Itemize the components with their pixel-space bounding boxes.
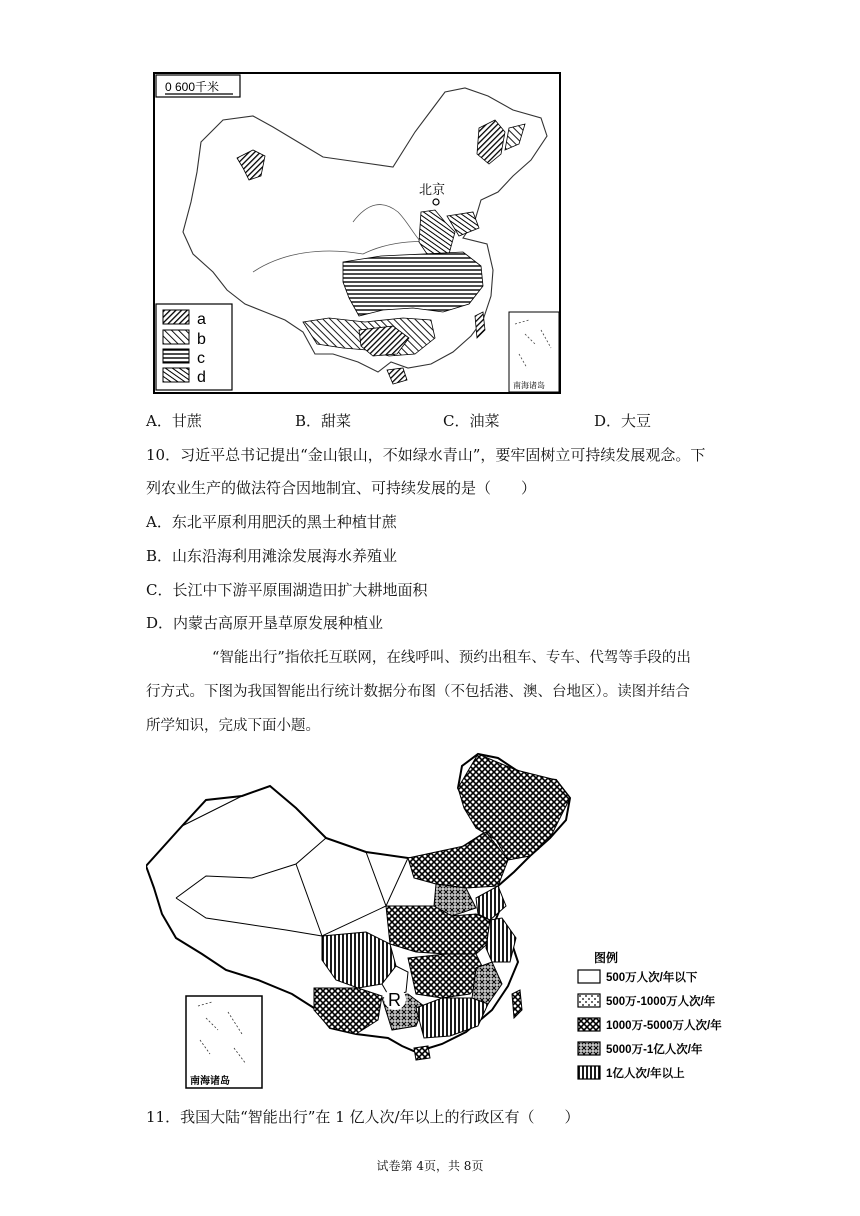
region-guangdong (416, 998, 488, 1038)
legend-swatch-3 (578, 1018, 600, 1031)
q9-option-a: A．甘蔗 (146, 412, 202, 430)
map1-inset-label: 南海诸岛 (513, 381, 545, 390)
map1-inset-box (509, 312, 559, 392)
island-taiwan (512, 990, 522, 1018)
legend-swatch-4 (578, 1042, 600, 1055)
legend-swatch-2 (578, 994, 600, 1007)
legend-swatch-a (163, 310, 189, 324)
crop-map-svg (153, 72, 561, 394)
region-jiangsu-zhejiang (486, 918, 516, 962)
legend-swatch-d (163, 368, 189, 382)
region-north (408, 832, 508, 888)
legend-label-d: d (197, 369, 206, 386)
q9-option-d: D．大豆 (594, 412, 652, 430)
scale-label: 0 600千米 (165, 80, 220, 94)
legend-swatch-c (163, 349, 189, 363)
map2-legend-title: 图例 (594, 951, 619, 965)
legend-label-c: c (197, 350, 205, 367)
map2-inset-box (186, 996, 262, 1088)
legend-label-3: 1000万-5000万人次/年 (606, 1020, 722, 1032)
q10-stem-line2: 列农业生产的做法符合因地制宜、可持续发展的是（ ） (146, 479, 537, 497)
intro-line2: 行方式。下图为我国智能出行统计数据分布图（不包括港、澳、台地区）。读图并结合 (146, 684, 690, 700)
q10-option-c: C．长江中下游平原围湖造田扩大耕地面积 (146, 581, 428, 599)
intro-line1: “智能出行”指依托互联网，在线呼叫、预约出租车、专车、代驾等手段的出 (212, 650, 691, 666)
legend-label-a: a (197, 311, 206, 328)
q10-stem-line1: 10．习近平总书记提出“金山银山，不如绿水青山”，要牢固树立可持续发展观念。下 (146, 446, 706, 464)
q10-option-b: B．山东沿海利用滩涂发展海水养殖业 (146, 547, 398, 565)
q9-option-b: B．甜菜 (295, 412, 352, 430)
q9-option-c: C．油菜 (443, 412, 500, 430)
crop-distribution-map (153, 72, 561, 394)
island-hainan (414, 1046, 430, 1060)
region-r-label: R (388, 990, 401, 1010)
map2-inset-label: 南海诸岛 (190, 1076, 230, 1087)
legend-label-5: 1亿人次/年以上 (606, 1068, 685, 1080)
beijing-label: 北京 (419, 182, 446, 197)
legend-swatch-5 (578, 1066, 600, 1079)
page-footer: 试卷第 4页，共 8页 (376, 1159, 484, 1173)
q10-option-d: D．内蒙古高原开垦草原发展种植业 (146, 614, 384, 632)
beijing-marker (433, 199, 439, 205)
q11-stem: 11．我国大陆“智能出行”在 1 亿人次/年以上的行政区有（ ） (146, 1108, 580, 1126)
smart-travel-map-svg (146, 748, 766, 1098)
region-c-yangtze (343, 252, 483, 316)
legend-label-4: 5000万-1亿人次/年 (606, 1044, 703, 1056)
legend-label-1: 500万人次/年以下 (606, 972, 698, 984)
legend-label-2: 500万-1000万人次/年 (606, 996, 716, 1008)
intro-line3: 所学知识，完成下面小题。 (146, 718, 320, 734)
legend-label-b: b (197, 331, 206, 348)
smart-travel-map (146, 748, 766, 1098)
q10-option-a: A．东北平原利用肥沃的黑土种植甘蔗 (146, 513, 397, 531)
legend-swatch-b (163, 330, 189, 344)
legend-swatch-1 (578, 970, 600, 983)
